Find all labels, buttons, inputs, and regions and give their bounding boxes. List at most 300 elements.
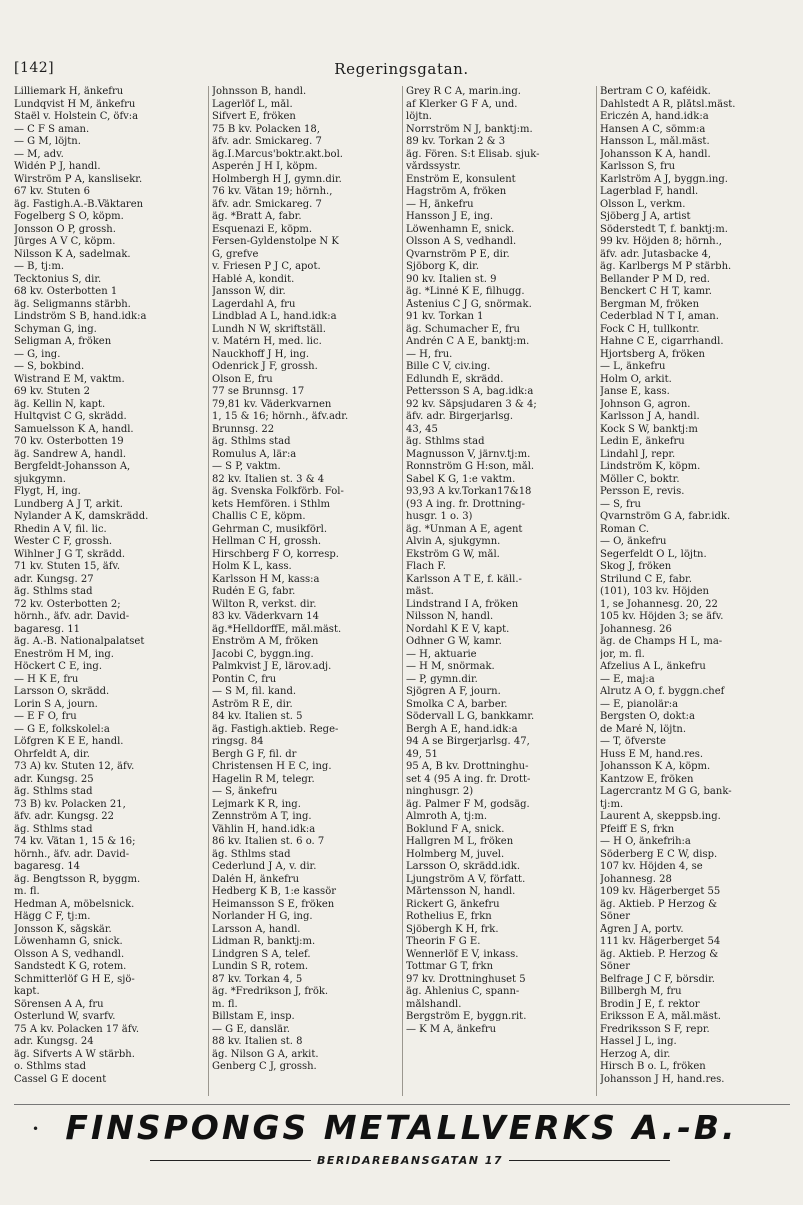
directory-entry: Ronnström G H:son, mål. [406, 461, 535, 472]
directory-entry: äg.I.Marcus'boktr.akt.bol. [212, 148, 343, 160]
directory-entry: v. Matérn H, med. lic. [212, 336, 322, 347]
directory-entry: Afzelius A L, änkefru [600, 661, 706, 672]
directory-entry: 72 kv. Österbotten 2; [14, 598, 121, 610]
directory-entry: Lindblad A L, hand.idk:a [212, 311, 337, 322]
directory-entry: 94 A se Birgerjarlsg. 47, [406, 736, 530, 747]
directory-entry: Asperén J H I, köpm. [212, 161, 318, 172]
directory-entry: Flygt, H, ing. [14, 486, 81, 497]
directory-entry: 95 A, B kv. Drottninghu- [406, 761, 529, 772]
directory-entry: Christensen H E C, ing. [212, 761, 332, 772]
directory-entry: Janse E, kass. [600, 386, 670, 397]
directory-entry: Hägg C F, tj:m. [14, 911, 91, 922]
directory-entry: Theorin F G E. [406, 936, 481, 947]
directory-entry: Öhrfeldt A, dir. [14, 748, 90, 760]
directory-entry: Boklund F A, snick. [406, 823, 505, 835]
directory-entry: Åstenius C J G, snörmak. [406, 298, 532, 310]
directory-entry: Lundin S R, rotem. [212, 961, 309, 972]
directory-entry: — H O, änkefrih:a [600, 836, 691, 847]
directory-entry: husgr. 1 o. 3) [406, 511, 473, 522]
directory-entry: Åström R E, dir. [212, 698, 293, 710]
directory-entry: Romulus A, lär:a [212, 448, 297, 460]
directory-entry: äg. Schumacher E, fru [406, 323, 520, 335]
directory-entry: Lejmark K R, ing. [212, 798, 301, 810]
directory-entry: Hultqvist C G, skrädd. [14, 411, 127, 422]
directory-entry: Hablé A, kondit. [212, 273, 295, 285]
directory-entry: Ledin E, änkefru [600, 436, 685, 447]
directory-entry: Johnson G, agron. [600, 398, 691, 410]
directory-entry: — G, ing. [14, 348, 61, 360]
directory-entry: Johnsson B, handl. [212, 86, 307, 97]
directory-entry: — H K E, fru [14, 673, 79, 685]
directory-entry: äfv. adr. Jutasbacke 4, [600, 248, 712, 260]
directory-entry: Sandstedt K G, rotem. [14, 961, 127, 972]
directory-entry: Hedberg K B, 1:e kassör [212, 886, 336, 897]
directory-entry: Schyman G, ing. [14, 323, 97, 335]
directory-entry: äfv. adr. Smickareg. 7 [212, 198, 322, 210]
directory-entry: Wirström P A, kanslisekr. [14, 173, 143, 185]
directory-entry: ringsg. 84 [212, 736, 264, 747]
directory-entry: adr. Kungsg. 25 [14, 773, 94, 785]
directory-entry: — G E, folkskolel:a [14, 723, 110, 735]
directory-entry: Dahlstedt A R, plåtsl.mäst. [600, 98, 736, 110]
directory-entry: Bergfeldt-Johansson A, [14, 461, 131, 472]
directory-entry: äg. Sthlms stad [406, 436, 485, 447]
directory-entry: Sjögren A F, journ. [406, 686, 501, 697]
directory-entry: 83 kv. Väderkvarn 14 [212, 611, 319, 622]
directory-entry: Smolka C A, barber. [406, 698, 508, 710]
directory-entry: Holm K L, kass. [212, 561, 292, 572]
directory-entry: — B, tj:m. [14, 261, 65, 272]
footer-divider [14, 1104, 790, 1105]
directory-entry: Sjöborg K, dir. [406, 261, 480, 272]
directory-entry: Hansson J E, ing. [406, 211, 494, 222]
directory-entry: bagaresg. 11 [14, 623, 81, 635]
directory-entry: Johansson K A, handl. [600, 148, 711, 160]
directory-entry: Hedman A, möbelsnick. [14, 898, 135, 910]
directory-entry: Hirschberg F O, korresp. [212, 548, 339, 560]
directory-entry: Österlund W, svarfv. [14, 1011, 116, 1022]
directory-entry: Huss E M, hand.res. [600, 748, 704, 760]
directory-entry: Hirsch B o. L, fröken [600, 1061, 706, 1072]
directory-entry: (101), 103 kv. Höjden [600, 586, 709, 597]
directory-entry: äg. Sthlms stad [212, 436, 291, 447]
directory-column [14, 86, 208, 1096]
directory-entry: Wihlner J G T, skrädd. [14, 548, 126, 560]
directory-entry: Jacobi C, byggn.ing. [212, 648, 314, 660]
directory-entry: Eneström H M, ing. [14, 648, 114, 660]
directory-entry: äg. Palmer F M, godsäg. [406, 798, 530, 810]
directory-entry: 73 B) kv. Polacken 21, [14, 798, 126, 810]
directory-entry: äg. Aktieb. P Herzog & [600, 898, 717, 910]
directory-entry: m. fl. [14, 886, 40, 897]
directory-entry: Lundqvist H M, änkefru [14, 98, 136, 110]
directory-entry: Holmberg M, juvel. [406, 848, 505, 860]
directory-entry: kapt. [14, 986, 40, 997]
directory-entry: Jonsson K, sågskär. [14, 923, 112, 935]
directory-entry: adr. Kungsg. 27 [14, 573, 94, 585]
directory-entry: Söderstedt T, f. banktj:m. [600, 223, 728, 235]
directory-entry: 107 kv. Höjden 4, se [600, 861, 703, 872]
directory-entry: äg. *Unman A E, agent [406, 523, 523, 535]
directory-entry: Johannesg. 28 [600, 873, 672, 885]
directory-entry: 74 kv. Vätan 1, 15 & 16; [14, 836, 136, 847]
directory-entry: Nordahl K E V, kapt. [406, 623, 510, 635]
directory-entry: sjukgymn. [14, 473, 66, 485]
directory-entry: — O, änkefru [600, 536, 667, 547]
directory-entry: Olsson L, verkm. [600, 198, 686, 210]
directory-entry: Lundberg A J T, arkit. [14, 498, 123, 510]
directory-entry: Bergh G F, fil. dr [212, 748, 297, 760]
directory-entry: Jonsson O P, grossh. [14, 223, 116, 235]
directory-entry: Cederblad N T I, aman. [600, 311, 719, 322]
directory-entry: äg. Sandrew A, handl. [14, 448, 127, 460]
directory-entry: Esquenazi E, köpm. [212, 223, 313, 235]
directory-entry: Karlsson A T E, f. käll.- [406, 573, 522, 585]
directory-entry: Fock C H, tullkontr. [600, 323, 700, 335]
directory-entry: 93,93 A kv.Torkan17&18 [406, 486, 532, 497]
directory-entry: Rothelius E, frkn [406, 911, 492, 922]
directory-entry: äg. A.-B. Nationalpalatset [14, 636, 145, 647]
directory-entry: 77 se Brunnsg. 17 [212, 386, 305, 397]
directory-entry: Hellman C H, grossh. [212, 536, 322, 547]
directory-entry: Hagström A, fröken [406, 186, 507, 197]
directory-entry: Sjöberg J A, artist [600, 211, 691, 222]
directory-entry: äg. Sthlms stad [14, 823, 93, 835]
directory-entry: Karlström A J, byggn.ing. [600, 173, 728, 185]
directory-entry: af Klerker G F A, und. [406, 98, 518, 110]
directory-entry: Edlundh E, skrädd. [406, 373, 504, 385]
directory-entry: Fredriksson S F, repr. [600, 1023, 710, 1035]
directory-entry: 86 kv. Italien st. 6 o. 7 [212, 836, 325, 847]
directory-entry: 75 A kv. Polacken 17 äfv. [14, 1023, 140, 1035]
directory-entry: ninghusgr. 2) [406, 786, 474, 797]
directory-entry: Kantzow E, fröken [600, 773, 694, 785]
directory-entry: Lagercrantz M G G, bank- [600, 786, 732, 797]
directory-entry: 111 kv. Hägerberget 54 [600, 936, 721, 947]
directory-entry: Pettersson S A, bag.idk:a [406, 386, 534, 397]
directory-entry: löjtn. [406, 111, 432, 122]
directory-entry: Grey R C A, marin.ing. [406, 86, 521, 97]
directory-entry: Vählin H, hand.idk:a [212, 823, 316, 835]
directory-entry: Laurent A, skeppsb.ing. [600, 811, 721, 822]
directory-entry: — H, fru. [406, 348, 453, 360]
directory-entry: Fogelberg S O, köpm. [14, 211, 124, 222]
directory-entry: äg. Sifverts A W stärbh. [14, 1048, 135, 1060]
directory-entry: Löwenhamn E, snick. [406, 223, 515, 235]
advertisement-company: FINSPONGS METALLVERKS A.-B. [65, 1108, 738, 1147]
directory-entry: — K M A, änkefru [406, 1023, 497, 1035]
directory-entry: 75 B kv. Polacken 18, [212, 123, 320, 135]
directory-entry: Almroth A, tj:m. [406, 811, 488, 822]
directory-entry: — P, gymn.dir. [406, 673, 478, 685]
page-title: Regeringsgatan. [334, 60, 469, 78]
directory-entry: Alvin A, sjukgymn. [406, 536, 501, 547]
directory-entry: Andrén C A E, banktj:m. [406, 336, 530, 347]
directory-entry: äg. Bengtsson R, byggm. [14, 873, 141, 885]
directory-entry: Lindström K, köpm. [600, 461, 701, 472]
directory-entry: Seligman A, fröken [14, 336, 112, 347]
directory-entry: Mårtensson N, handl. [406, 886, 516, 897]
directory-entry: m. fl. [212, 998, 238, 1010]
directory-entry: (93 A ing. fr. Drottning- [406, 498, 526, 510]
directory-entry: Billstam E, insp. [212, 1011, 295, 1022]
directory-entry: Johansson J H, hand.res. [600, 1073, 725, 1085]
directory-entry: hörnh., äfv. adr. David- [14, 848, 130, 860]
directory-entry: Belfrage J C F, börsdir. [600, 973, 715, 985]
directory-entry: Gehrman C, musikförl. [212, 523, 328, 535]
directory-entry: Jansson W, dir. [212, 286, 286, 297]
directory-entry: Roman C. [600, 523, 650, 535]
directory-entry: Bille C V, civ.ing. [406, 361, 491, 372]
directory-entry: — T, öfverste [600, 736, 666, 747]
directory-entry: Eriksson E A, mål.mäst. [600, 1011, 721, 1022]
directory-entry: Brunnsg. 22 [212, 423, 275, 435]
directory-entry: äg. Åhlenius C, spann- [406, 986, 520, 997]
directory-entry: Segerfeldt O L, löjtn. [600, 548, 707, 560]
directory-entry: Lindstrand I A, fröken [406, 598, 519, 610]
directory-entry: Bergh A E, hand.idk:a [406, 723, 518, 735]
directory-entry: Rudén E G, fabr. [212, 586, 296, 597]
directory-entry: Lindgren S A, telef. [212, 948, 311, 960]
directory-entry: mäst. [406, 586, 434, 597]
directory-entry: Larsson O, skrädd.idk. [406, 861, 521, 872]
directory-entry: Lilliemark H, änkefru [14, 86, 124, 97]
directory-entry: Alrutz A O, f. byggn.chef [600, 686, 725, 697]
directory-entry: Wilton R, verkst. dir. [212, 598, 317, 610]
directory-entry: målshandl. [406, 998, 462, 1010]
directory-entry: 69 kv. Stuten 2 [14, 386, 91, 397]
directory-entry: Södervall L G, bankkamr. [406, 711, 535, 722]
directory-entry: äg. Sthlms stad [14, 586, 93, 597]
directory-entry: Fersen-Gyldenstolpe N K [212, 236, 339, 247]
directory-entry: set 4 (95 A ing. fr. Drott- [406, 773, 531, 785]
directory-entry: Persson E, revis. [600, 486, 685, 497]
directory-entry: Samuelsson K A, handl. [14, 423, 134, 435]
directory-entry: 92 kv. Såpsjudaren 3 & 4; [406, 398, 537, 410]
directory-entry: Söderberg E C W, disp. [600, 848, 718, 860]
directory-entry: äg. Sthlms stad [14, 786, 93, 797]
directory-entry: Sjöbergh K H, frk. [406, 923, 499, 935]
directory-entry: Bertram C O, kaféidk. [600, 86, 711, 97]
directory-entry: 76 kv. Vätan 19; hörnh., [212, 186, 333, 197]
directory-entry: Hagelin R M, telegr. [212, 773, 315, 785]
directory-entry: 82 kv. Italien st. 3 & 4 [212, 473, 325, 485]
directory-entry: Hansen A C, sömm:a [600, 123, 706, 135]
directory-entry: Johannesg. 26 [600, 623, 672, 635]
directory-entry: jor, m. fl. [600, 648, 645, 660]
directory-entry: Bellander P M D, red. [600, 273, 710, 285]
directory-entry: Odhner G W, kamr. [406, 636, 502, 647]
directory-entry: Söner [600, 911, 631, 922]
directory-entry: Ljungström A V, författ. [406, 873, 526, 885]
directory-entry: Wennerlöf E V, inkass. [406, 948, 519, 960]
directory-entry: Zennström A T, ing. [212, 811, 312, 822]
directory-entry: Söner [600, 961, 631, 972]
directory-entry: Magnusson V, järnv.tj:m. [406, 448, 531, 460]
directory-entry: Tecktonius S, dir. [14, 273, 102, 285]
directory-entry: äg.*HelldorffE, mål.mäst. [212, 623, 342, 635]
directory-entry: 84 kv. Italien st. 5 [212, 711, 303, 722]
directory-entry: Odenrick J F, grossh. [212, 361, 318, 372]
directory-entry: — H, änkefru [406, 198, 474, 210]
directory-entry: tj:m. [600, 798, 624, 810]
directory-entry: — E, maj:a [600, 673, 655, 685]
directory-entry: Olson E, fru [212, 373, 273, 385]
directory-entry: äg. Fastigh.A.-B.Väktaren [14, 198, 144, 210]
directory-entry: Olsson A S, vedhandl. [14, 948, 125, 960]
directory-entry: Cassel G E docent [14, 1073, 107, 1085]
directory-entry: Larsson O, skrädd. [14, 686, 110, 697]
directory-entry: äg. Svenska Folkförb. Fol- [212, 486, 344, 497]
directory-entry: Lidman R, banktj:m. [212, 936, 316, 947]
directory-entry: Ericzén A, hand.idk:a [600, 111, 709, 122]
directory-entry: Lindström S B, hand.idk:a [14, 311, 147, 322]
directory-entry: — G E, danslär. [212, 1023, 290, 1035]
directory-entry: — S, änkefru [212, 786, 278, 797]
directory-entry: Heimansson S E, fröken [212, 898, 335, 910]
directory-entry: Sörensen A A, fru [14, 998, 104, 1010]
directory-entry: 109 kv. Hägerberget 55 [600, 886, 721, 897]
directory-entry: äg. *Linné K E, filhugg. [406, 286, 525, 297]
directory-entry: 90 kv. Italien st. 9 [406, 273, 497, 285]
directory-entry: äg. Fastigh.aktieb. Rege- [212, 723, 339, 735]
directory-entry: Nauckhoff J H, ing. [212, 348, 310, 360]
directory-entry: äg. Seligmanns stärbh. [14, 298, 131, 310]
directory-entry: äg. de Champs H L, ma- [600, 636, 723, 647]
directory-entry: hörnh., äfv. adr. David- [14, 611, 130, 622]
directory-entry: Karlsson H M, kass:a [212, 573, 320, 585]
directory-entry: Ågren J A, portv. [600, 923, 684, 935]
rule-line [509, 1160, 670, 1161]
directory-entry: Qvarnström P E, dir. [406, 248, 510, 260]
directory-entry: — H M, snörmak. [406, 661, 495, 672]
directory-entry: — M, adv. [14, 148, 64, 160]
directory-column [208, 86, 402, 1096]
directory-entry: Olsson A S, vedhandl. [406, 236, 517, 247]
directory-entry: Möller C, boktr. [600, 473, 680, 485]
directory-entry: 67 kv. Stuten 6 [14, 186, 91, 197]
directory-entry: Holmbergh H J, gymn.dir. [212, 173, 342, 185]
directory-entry: Herzog A, dir. [600, 1048, 671, 1060]
directory-entry: äfv. adr. Kungsg. 22 [14, 811, 115, 822]
directory-entry: äg. Karlbergs M P stärbh. [600, 261, 732, 272]
directory-entry: äfv. adr. Smickareg. 7 [212, 136, 322, 147]
directory-entry: äg. Sthlms stad [212, 848, 291, 860]
directory-entry: 99 kv. Höjden 8; hörnh., [600, 236, 722, 247]
directory-entry: Genberg C J, grossh. [212, 1061, 317, 1072]
directory-entry: Karlsson S, fru [600, 161, 676, 172]
directory-entry: Qvarnström G A, fabr.idk. [600, 511, 731, 522]
directory-entry: Norlander H G, ing. [212, 911, 313, 922]
directory-entry: Cederlund J A, v. dir. [212, 861, 317, 872]
directory-entry: äfv. adr. Birgerjarlsg. [406, 411, 514, 422]
directory-entry: Skog J, fröken [600, 561, 672, 572]
directory-entry: kets Hemfören. i Sthlm [212, 498, 331, 510]
directory-entry: Sifvert E, fröken [212, 111, 296, 122]
directory-entry: 91 kv. Torkan 1 [406, 311, 484, 322]
directory-entry: Lagerlöf L, mål. [212, 98, 293, 110]
directory-entry: Dalén H, änkefru [212, 873, 300, 885]
directory-entry: o. Sthlms stad [14, 1061, 87, 1072]
directory-column [402, 86, 596, 1096]
directory-entry: Wistrand E M, vaktm. [14, 373, 125, 385]
directory-entry: Hansson L, mål.mäst. [600, 136, 710, 147]
directory-entry: Strilund C E, fabr. [600, 573, 692, 585]
directory-entry: Flach F. [406, 561, 446, 572]
directory-entry: Lundh N W, skriftställ. [212, 323, 326, 335]
directory-entry: 89 kv. Torkan 2 & 3 [406, 136, 506, 147]
directory-entry: Hallgren M L, fröken [406, 836, 514, 847]
advertisement-address-line [150, 1154, 670, 1167]
page-number: [142] [14, 60, 55, 76]
directory-entry: 73 A) kv. Stuten 12, äfv. [14, 761, 135, 772]
directory-entry: — E, pianolär:a [600, 698, 679, 710]
directory-entry: 87 kv. Torkan 4, 5 [212, 973, 303, 985]
directory-entry: 49, 51 [406, 748, 438, 760]
directory-entry: Karlsson J A, handl. [600, 411, 700, 422]
directory-entry: Pontin C, fru [212, 673, 277, 685]
directory-entry: Löwenhamn G, snick. [14, 936, 123, 947]
directory-entry: — S P, vaktm. [212, 461, 281, 472]
bullet-icon: • [32, 1122, 40, 1136]
directory-entry: Palmkvist J E, lärov.adj. [212, 661, 332, 672]
directory-entry: adr. Kungsg. 24 [14, 1036, 94, 1047]
directory-entry: 88 kv. Italien st. 8 [212, 1036, 303, 1047]
directory-entry: Hjortsberg A, fröken [600, 348, 705, 360]
directory-entry: Wester C F, grossh. [14, 536, 113, 547]
directory-entry: 1, 15 & 16; hörnh., äfv.adr. [212, 411, 349, 422]
directory-entry: Tottmar G T, frkn [406, 961, 494, 972]
directory-entry: Jürges A V C, köpm. [14, 236, 116, 247]
directory-entry: äg. Fören. S:t Elisab. sjuk- [406, 148, 540, 160]
directory-entry: äg. *Fredrikson J, frök. [212, 986, 329, 997]
directory-entry: Nilsson N, handl. [406, 611, 494, 622]
directory-entry: Lagerdahl A, fru [212, 298, 296, 310]
directory-entry: Billbergh M, fru [600, 986, 682, 997]
directory-entry: de Maré N, löjtn. [600, 723, 687, 735]
directory-entry: Nilsson K A, sadelmak. [14, 248, 131, 260]
directory-entry: Kock S W, banktj:m [600, 423, 698, 435]
directory-entry: Pfeiff E S, frkn [600, 823, 675, 835]
directory-entry: 70 kv. Österbotten 19 [14, 436, 124, 447]
directory-entry: — S, bokbind. [14, 361, 85, 372]
directory-entry: Bergsten O, dokt:a [600, 711, 695, 722]
directory-entry: Johansson K A, köpm. [600, 761, 711, 772]
directory-entry: Lagerblad F, handl. [600, 186, 699, 197]
directory-entry: Bergström E, byggn.rit. [406, 1011, 527, 1022]
directory-entry: Holm O, arkit. [600, 373, 672, 385]
directory-entry: — C F S aman. [14, 123, 90, 135]
directory-entry: — L, änkefru [600, 361, 666, 372]
directory-entry: — S, fru [600, 498, 641, 510]
directory-entry: G, grefve [212, 248, 259, 260]
directory-entry: — H, aktuarie [406, 648, 477, 660]
directory-entry: Norrström N J, banktj:m. [406, 123, 533, 135]
directory-entry: Schmitterlöf G H E, sjö- [14, 973, 135, 985]
directory-entry: 43, 45 [406, 423, 438, 435]
directory-entry: Hahne C E, cigarrhandl. [600, 336, 724, 347]
directory-entry: Hassel J L, ing. [600, 1036, 677, 1047]
directory-column [596, 86, 790, 1096]
directory-entry: Rickert G, änkefru [406, 898, 500, 910]
directory-entry: äg. *Bratt A, fabr. [212, 211, 302, 222]
directory-entry: Rhedin A V, fil. lic. [14, 523, 107, 535]
directory-entry: Widén P J, handl. [14, 161, 101, 172]
directory-entry: Lindahl J, repr. [600, 448, 676, 460]
directory-entry: vårdssystr. [406, 161, 461, 172]
directory-entry: Brodin J E, f. rektor [600, 998, 700, 1010]
directory-entry: 79,81 kv. Väderkvarnen [212, 398, 332, 410]
